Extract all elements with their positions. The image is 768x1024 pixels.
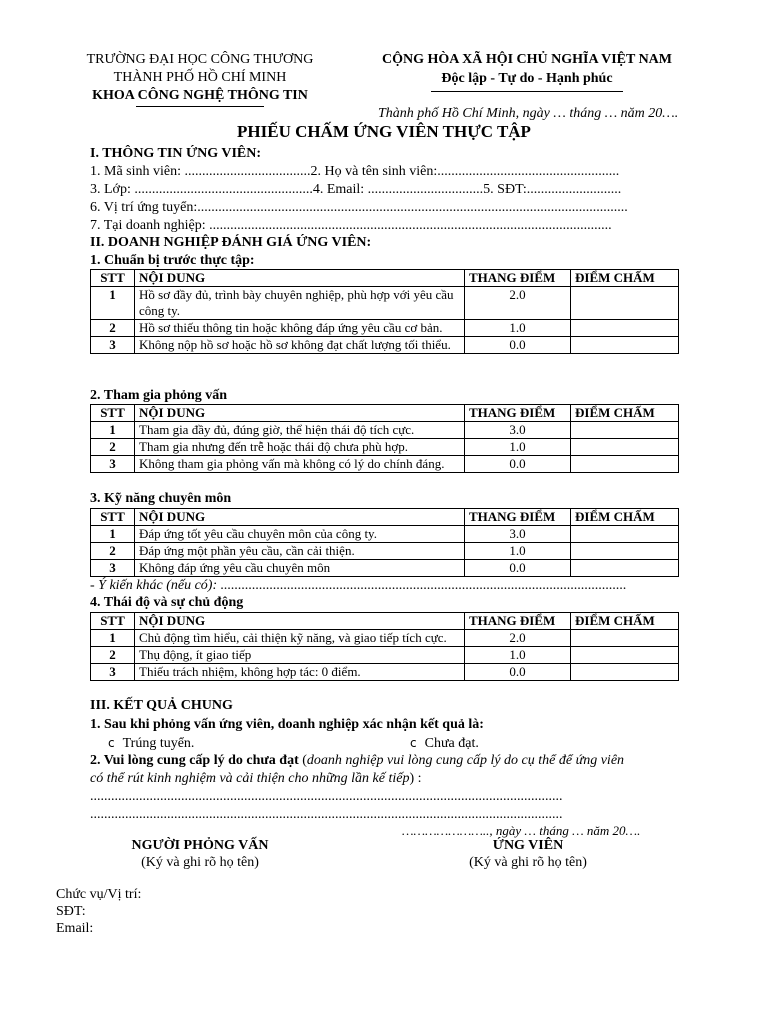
row-stt: 2 — [91, 647, 135, 664]
section-1-heading: I. THÔNG TIN ỨNG VIÊN: — [90, 146, 262, 161]
grading-table-preparation — [90, 269, 679, 354]
table-2-title: 2. Tham gia phỏng vấn — [90, 388, 228, 403]
row-scale: 0.0 — [465, 560, 571, 577]
row-stt: 3 — [91, 560, 135, 577]
row-stt: 3 — [91, 456, 135, 473]
row-content: Tham gia nhưng đến trễ hoặc thái độ chưa phù hợp. — [135, 439, 465, 456]
row-scale: 1.0 — [465, 439, 571, 456]
table-header-row — [91, 270, 679, 287]
table-row — [91, 439, 679, 456]
column-header-stt: STT — [91, 405, 135, 422]
nation-motto: Độc lập - Tự do - Hạnh phúc — [441, 71, 613, 86]
interviewer-note: (Ký và ghi rõ họ tên) — [141, 855, 259, 870]
table-header-row — [91, 509, 679, 526]
row-stt: 2 — [91, 320, 135, 337]
score-cell[interactable] — [571, 647, 679, 664]
row-content: Đáp ứng một phần yêu cầu, cần cải thiện. — [135, 543, 465, 560]
column-header-stt: STT — [91, 509, 135, 526]
info-line-position[interactable]: 6. Vị trí ứng tuyển:........................................................................................................................... — [90, 200, 628, 215]
reason-question-line1 — [90, 752, 624, 770]
reason-paren-open: ( — [298, 753, 307, 768]
footer-position: Chức vụ/Vị trí: — [56, 887, 142, 902]
column-header-score: ĐIỂM CHẤM — [571, 509, 679, 526]
table-row — [91, 543, 679, 560]
score-cell[interactable] — [571, 439, 679, 456]
score-cell[interactable] — [571, 526, 679, 543]
score-cell[interactable] — [571, 287, 679, 320]
row-scale: 2.0 — [465, 630, 571, 647]
result-question: 1. Sau khi phỏng vấn ứng viên, doanh nghiệp xác nhận kết quả là: — [90, 717, 484, 732]
grading-table-attitude — [90, 612, 679, 681]
reason-answer-line-2[interactable]: ....................................................................................................................................... — [90, 807, 563, 822]
row-content: Không tham gia phỏng vấn mà không có lý do chính đáng. — [135, 456, 465, 473]
section-3-heading: III. KẾT QUẢ CHUNG — [90, 698, 233, 713]
radio-icon[interactable]: c — [410, 736, 417, 750]
table-row — [91, 320, 679, 337]
row-content: Không nộp hồ sơ hoặc hồ sơ không đạt chất lượng tối thiểu. — [135, 337, 465, 354]
info-line-student[interactable]: 1. Mã sinh viên: ....................................2. Họ và tên sinh viên:.................................................... — [90, 164, 620, 179]
table-row — [91, 337, 679, 354]
radio-icon[interactable]: c — [108, 736, 115, 750]
column-header-content: NỘI DUNG — [135, 270, 465, 287]
column-header-score: ĐIỂM CHẤM — [571, 405, 679, 422]
row-content: Thiếu trách nhiệm, không hợp tác: 0 điểm. — [135, 664, 465, 681]
column-header-score: ĐIỂM CHẤM — [571, 613, 679, 630]
option-fail-label: Chưa đạt. — [424, 736, 479, 751]
column-header-score: ĐIỂM CHẤM — [571, 270, 679, 287]
option-fail[interactable] — [410, 734, 479, 753]
column-header-content: NỘI DUNG — [135, 405, 465, 422]
row-content: Đáp ứng tốt yêu cầu chuyên môn của công ty. — [135, 526, 465, 543]
signature-date: ………………….., ngày … tháng … năm 20…. — [402, 823, 641, 838]
table-row — [91, 287, 679, 320]
table-row — [91, 560, 679, 577]
row-scale: 0.0 — [465, 337, 571, 354]
document-title: PHIẾU CHẤM ỨNG VIÊN THỰC TẬP — [237, 122, 531, 141]
reason-paren-close: ) : — [409, 771, 422, 786]
row-scale: 1.0 — [465, 320, 571, 337]
motto-underline — [431, 91, 623, 92]
row-stt: 3 — [91, 664, 135, 681]
row-scale: 3.0 — [465, 526, 571, 543]
row-content: Không đáp ứng yêu cầu chuyên môn — [135, 560, 465, 577]
column-header-stt: STT — [91, 613, 135, 630]
row-scale: 1.0 — [465, 543, 571, 560]
table-row — [91, 422, 679, 439]
row-scale: 1.0 — [465, 647, 571, 664]
column-header-content: NỘI DUNG — [135, 509, 465, 526]
score-cell[interactable] — [571, 560, 679, 577]
reason-answer-line-1[interactable]: ....................................................................................................................................... — [90, 789, 563, 804]
reason-note-2: có thể rút kinh nghiệm và cải thiện cho những lần kế tiếp — [90, 771, 410, 786]
row-stt: 1 — [91, 526, 135, 543]
row-stt: 2 — [91, 543, 135, 560]
place-date: Thành phố Hồ Chí Minh, ngày … tháng … năm 20…. — [378, 106, 679, 121]
column-header-content: NỘI DUNG — [135, 613, 465, 630]
grading-table-skills — [90, 508, 679, 577]
table-header-row — [91, 405, 679, 422]
score-cell[interactable] — [571, 320, 679, 337]
row-stt: 1 — [91, 422, 135, 439]
table-row — [91, 664, 679, 681]
info-line-company[interactable]: 7. Tại doanh nghiệp: ................................................................................................................... — [90, 218, 612, 233]
table-row — [91, 456, 679, 473]
row-scale: 3.0 — [465, 422, 571, 439]
row-content: Hồ sơ thiếu thông tin hoặc không đáp ứng yêu cầu cơ bản. — [135, 320, 465, 337]
nation-title: CỘNG HÒA XÃ HỘI CHỦ NGHĨA VIỆT NAM — [381, 52, 672, 67]
table-header-row — [91, 613, 679, 630]
school-name-line2: THÀNH PHỐ HỒ CHÍ MINH — [113, 70, 287, 85]
faculty-underline — [136, 106, 264, 107]
score-cell[interactable] — [571, 337, 679, 354]
table-1-title: 1. Chuẩn bị trước thực tập: — [90, 253, 255, 268]
table-3-title: 3. Kỹ năng chuyên môn — [90, 491, 232, 506]
score-cell[interactable] — [571, 543, 679, 560]
footer-email: Email: — [56, 921, 94, 936]
score-cell[interactable] — [571, 422, 679, 439]
row-stt: 1 — [91, 630, 135, 647]
section-2-heading: II. DOANH NGHIỆP ĐÁNH GIÁ ỨNG VIÊN: — [90, 235, 372, 250]
table-row — [91, 630, 679, 647]
row-scale: 0.0 — [465, 664, 571, 681]
row-scale: 0.0 — [465, 456, 571, 473]
interviewer-label: NGƯỜI PHỎNG VẤN — [131, 838, 269, 853]
row-content: Chủ động tìm hiểu, cải thiện kỹ năng, và giao tiếp tích cực. — [135, 630, 465, 647]
candidate-note: (Ký và ghi rõ họ tên) — [469, 855, 587, 870]
score-cell[interactable] — [571, 456, 679, 473]
table-row — [91, 526, 679, 543]
other-opinion-line[interactable]: - Ý kiến khác (nếu có): .................................................................................................................... — [90, 578, 627, 593]
option-pass-label: Trúng tuyển. — [122, 736, 195, 751]
row-stt: 2 — [91, 439, 135, 456]
column-header-scale: THANG ĐIỂM — [465, 509, 571, 526]
school-name-line1: TRƯỜNG ĐẠI HỌC CÔNG THƯƠNG — [86, 52, 314, 67]
column-header-stt: STT — [91, 270, 135, 287]
row-content: Tham gia đầy đủ, đúng giờ, thể hiện thái độ tích cực. — [135, 422, 465, 439]
score-cell[interactable] — [571, 664, 679, 681]
row-content: Hồ sơ đầy đủ, trình bày chuyên nghiệp, phù hợp với yêu cầu công ty. — [135, 287, 465, 320]
table-row — [91, 647, 679, 664]
reason-question-line2 — [90, 770, 422, 788]
row-stt: 3 — [91, 337, 135, 354]
grading-table-interview — [90, 404, 679, 473]
score-cell[interactable] — [571, 630, 679, 647]
row-stt: 1 — [91, 287, 135, 320]
column-header-scale: THANG ĐIỂM — [465, 270, 571, 287]
footer-phone: SĐT: — [56, 904, 86, 919]
info-line-class[interactable]: 3. Lớp: ...................................................4. Email: .................................5. SĐT:........................... — [90, 182, 622, 197]
faculty-name: KHOA CÔNG NGHỆ THÔNG TIN — [92, 88, 308, 103]
candidate-label: ỨNG VIÊN — [492, 838, 564, 853]
row-content: Thụ động, ít giao tiếp — [135, 647, 465, 664]
reason-question-bold: 2. Vui lòng cung cấp lý do chưa đạt — [90, 753, 299, 768]
column-header-scale: THANG ĐIỂM — [465, 405, 571, 422]
row-scale: 2.0 — [465, 287, 571, 320]
reason-note-1: doanh nghiệp vui lòng cung cấp lý do cụ thể để ứng viên — [306, 753, 625, 768]
option-pass[interactable] — [108, 734, 194, 753]
column-header-scale: THANG ĐIỂM — [465, 613, 571, 630]
table-4-title: 4. Thái độ và sự chủ động — [90, 595, 244, 610]
